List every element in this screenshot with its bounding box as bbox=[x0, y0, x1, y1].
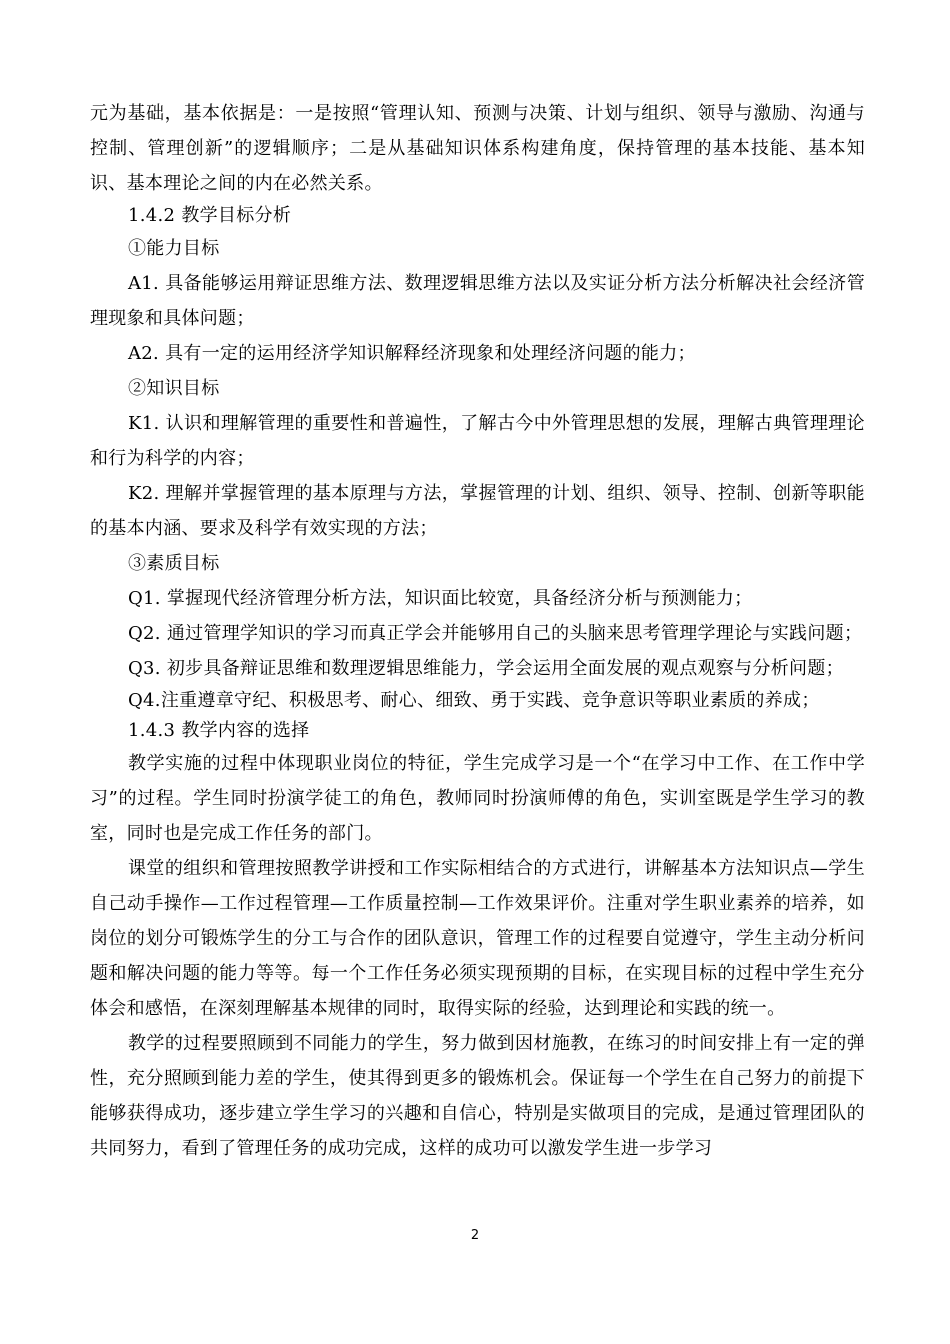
goal-q3: Q3. 初步具备辩证思维和数理逻辑思维能力，学会运用全面发展的观点观察与分析问题； bbox=[128, 658, 844, 679]
paragraph-teaching-implementation: 教学实施的过程中体现职业岗位的特征，学生完成学习是一个“在学习中工作、在工作中学习”的过程。学生同时扮演学徒工的角色，教师同时扮演师傅的角色，实训室既是学生学习的教室，同时也是完成工作任务的部门。 bbox=[90, 753, 865, 844]
paragraph-classroom-organization: 课堂的组织和管理按照教学讲授和工作实际相结合的方式进行，讲解基本方法知识点—学生自己动手操作—工作过程管理—工作质量控制—工作效果评价。注重对学生职业素养的培养，如岗位的划分可锻炼学生的分工与合作的团队意识，管理工作的过程要自觉遵守，学生主动分析问题和解决问题的能力等等。每一个工作任务必须实现预期的目标，在实现目标的过程中学生充分体会和感悟，在深刻理解基本规律的同时，取得实际的经验，达到理论和实践的统一。 bbox=[90, 858, 865, 1019]
section-heading-1-4-3: 1.4.3 教学内容的选择 bbox=[128, 720, 310, 741]
subheading-knowledge-goals: ②知识目标 bbox=[128, 378, 220, 399]
goal-a2: A2. 具有一定的运用经济学知识解释经济现象和处理经济问题的能力； bbox=[128, 343, 696, 364]
goal-a1: A1. 具备能够运用辩证思维方法、数理逻辑思维方法以及实证分析方法分析解决社会经济管理现象和具体问题； bbox=[90, 273, 865, 329]
section-heading-1-4-2: 1.4.2 教学目标分析 bbox=[128, 205, 292, 226]
paragraph-teaching-process: 教学的过程要照顾到不同能力的学生，努力做到因材施教，在练习的时间安排上有一定的弹性，充分照顾到能力差的学生，使其得到更多的锻炼机会。保证每一个学生在自己努力的前提下能够获得成功，逐步建立学生学习的兴趣和自信心，特别是实做项目的完成，是通过管理团队的共同努力，看到了管理任务的成功完成，这样的成功可以激发学生进一步学习 bbox=[90, 1033, 865, 1159]
subheading-quality-goals: ③素质目标 bbox=[128, 553, 220, 574]
goal-q1: Q1. 掌握现代经济管理分析方法，知识面比较宽，具备经济分析与预测能力； bbox=[128, 588, 753, 609]
goal-k1: K1. 认识和理解管理的重要性和普遍性，了解古今中外管理思想的发展，理解古典管理理论和行为科学的内容； bbox=[90, 413, 865, 469]
goal-q2: Q2. 通过管理学知识的学习而真正学会并能够用自己的头脑来思考管理学理论与实践问题； bbox=[128, 623, 863, 644]
goal-q4: Q4.注重遵章守纪、积极思考、耐心、细致、勇于实践、竞争意识等职业素质的养成； bbox=[128, 690, 820, 711]
goal-k2: K2. 理解并掌握管理的基本原理与方法，掌握管理的计划、组织、领导、控制、创新等职能的基本内涵、要求及科学有效实现的方法； bbox=[90, 483, 865, 539]
subheading-ability-goals: ①能力目标 bbox=[128, 238, 220, 259]
document-body bbox=[90, 96, 865, 1166]
page-number: 2 bbox=[470, 1228, 480, 1243]
paragraph-continuation: 元为基础，基本依据是：一是按照“管理认知、预测与决策、计划与组织、领导与激励、沟通与控制、管理创新”的逻辑顺序；二是从基础知识体系构建角度，保持管理的基本技能、基本知识、基本理论之间的内在必然关系。 bbox=[90, 103, 865, 194]
